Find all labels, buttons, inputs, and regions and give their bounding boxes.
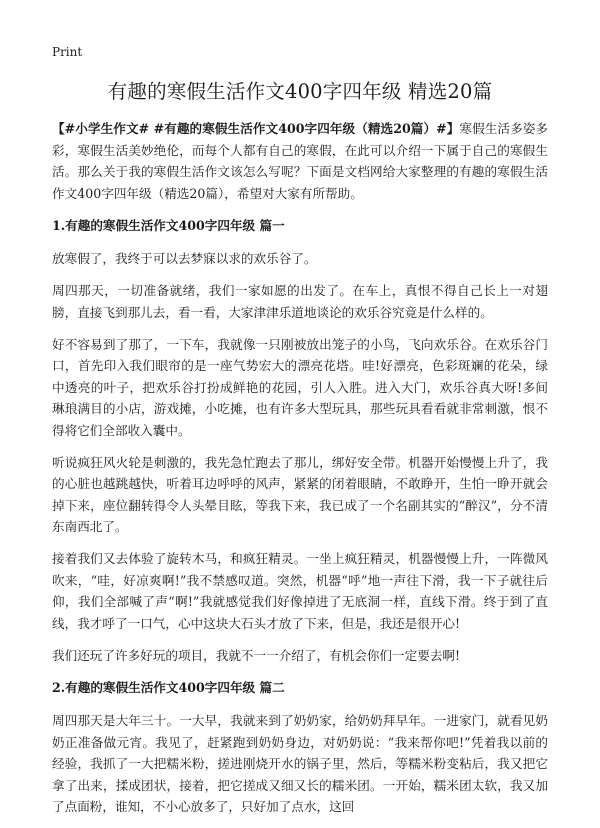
intro-paragraph: [52, 118, 548, 204]
paragraph: 周四那天，一切准备就绪，我们一家如愿的出发了。在车上，真恨不得自己长上一对翅膀，直接飞到那儿去，看一看，大家津津乐道地谈论的欢乐谷究竟是什么样的。: [52, 283, 548, 320]
section-heading-1: 1.有趣的寒假生活作文400字四年级 篇一: [52, 218, 285, 233]
paragraph: 周四那天是大年三十。一大早，我就来到了奶奶家，给奶奶拜早年。一进家门，就看见奶奶正准备做元宵。我见了，赶紧跑到奶奶身边，对奶奶说：“我来帮你吧!”凭着我以前的经验，我抓了一大把糯米粉，搓进刚烧开水的锅子里，然后，等糯米粉变粘后，我又把它拿了出来，揉成团状，接着，把它搓成又细又长的糯米团。一开始，糯米团太软，我又加了点面粉，谁知，不小心放多了，只好加了点水，这回: [52, 713, 548, 814]
paragraph: 听说疯狂风火轮是刺激的，我先急忙跑去了那儿，绑好安全带。机器开始慢慢上升了，我的心脏也越跳越快，听着耳边呼呼的风声，紧紧的闭着眼睛，不敢睁开，生怕一睁开就会掉下来，座位翻转得令人头晕目眩，等我下来，我已成了一个名副其实的“醉汉”，分不清东南西北了。: [52, 454, 548, 534]
intro-text: 寒假生活多姿多彩，寒假生活美妙绝伦，而每个人都有自己的寒假，在此可以介绍一下属于自己的寒假生活。那么关于我的寒假生活作文该怎么写呢？下面是文档网给大家整理的有趣的寒假生活作文400字四年级（精选20篇），希望对大家有所帮助。: [52, 121, 548, 201]
paragraph: 我们还玩了许多好玩的项目，我就不一一介绍了，有机会你们一定要去啊!: [52, 647, 461, 663]
print-link[interactable]: Print: [52, 45, 83, 59]
paragraph: 接着我们又去体验了旋转木马，和疯狂精灵。一坐上疯狂精灵，机器慢慢上升，一阵微风吹来，“哇，好凉爽啊!”我不禁感叹道。突然，机器“呼”地一声往下滑，我一下子就往后仰，我们全部喊了声“啊!”我就感觉我们好像掉进了无底洞一样，直线下滑。终于到了直线，我才呼了一口气，心中这块大石头才放了下来，但是，我还是很开心!: [52, 551, 548, 631]
paragraph: 放寒假了，我终于可以去梦寐以求的欢乐谷了。: [52, 251, 317, 266]
page-title: 有趣的寒假生活作文400字四年级 精选20篇: [107, 80, 493, 103]
paragraph: 好不容易到了那了，一下车，我就像一只刚被放出笼子的小鸟，飞向欢乐谷。在欢乐谷门口，首先印入我们眼帘的是一座气势宏大的漂亮花塔。哇!好漂亮，色彩斑斓的花朵，绿中透亮的叶子，把欢乐谷打扮成鲜艳的花园，引人入胜。进入大门，欢乐谷真大呀!多间琳琅满目的小店，游戏摊，小吃摊，也有许多大型玩具，那些玩具看看就非常刺激，恨不得将它们全部收入囊中。: [52, 336, 548, 438]
section-heading-2: 2.有趣的寒假生活作文400字四年级 篇二: [52, 680, 285, 695]
intro-tag: 【#小学生作文# #有趣的寒假生活作文400字四年级（精选20篇）#】: [52, 121, 460, 136]
article-body: [52, 118, 548, 828]
